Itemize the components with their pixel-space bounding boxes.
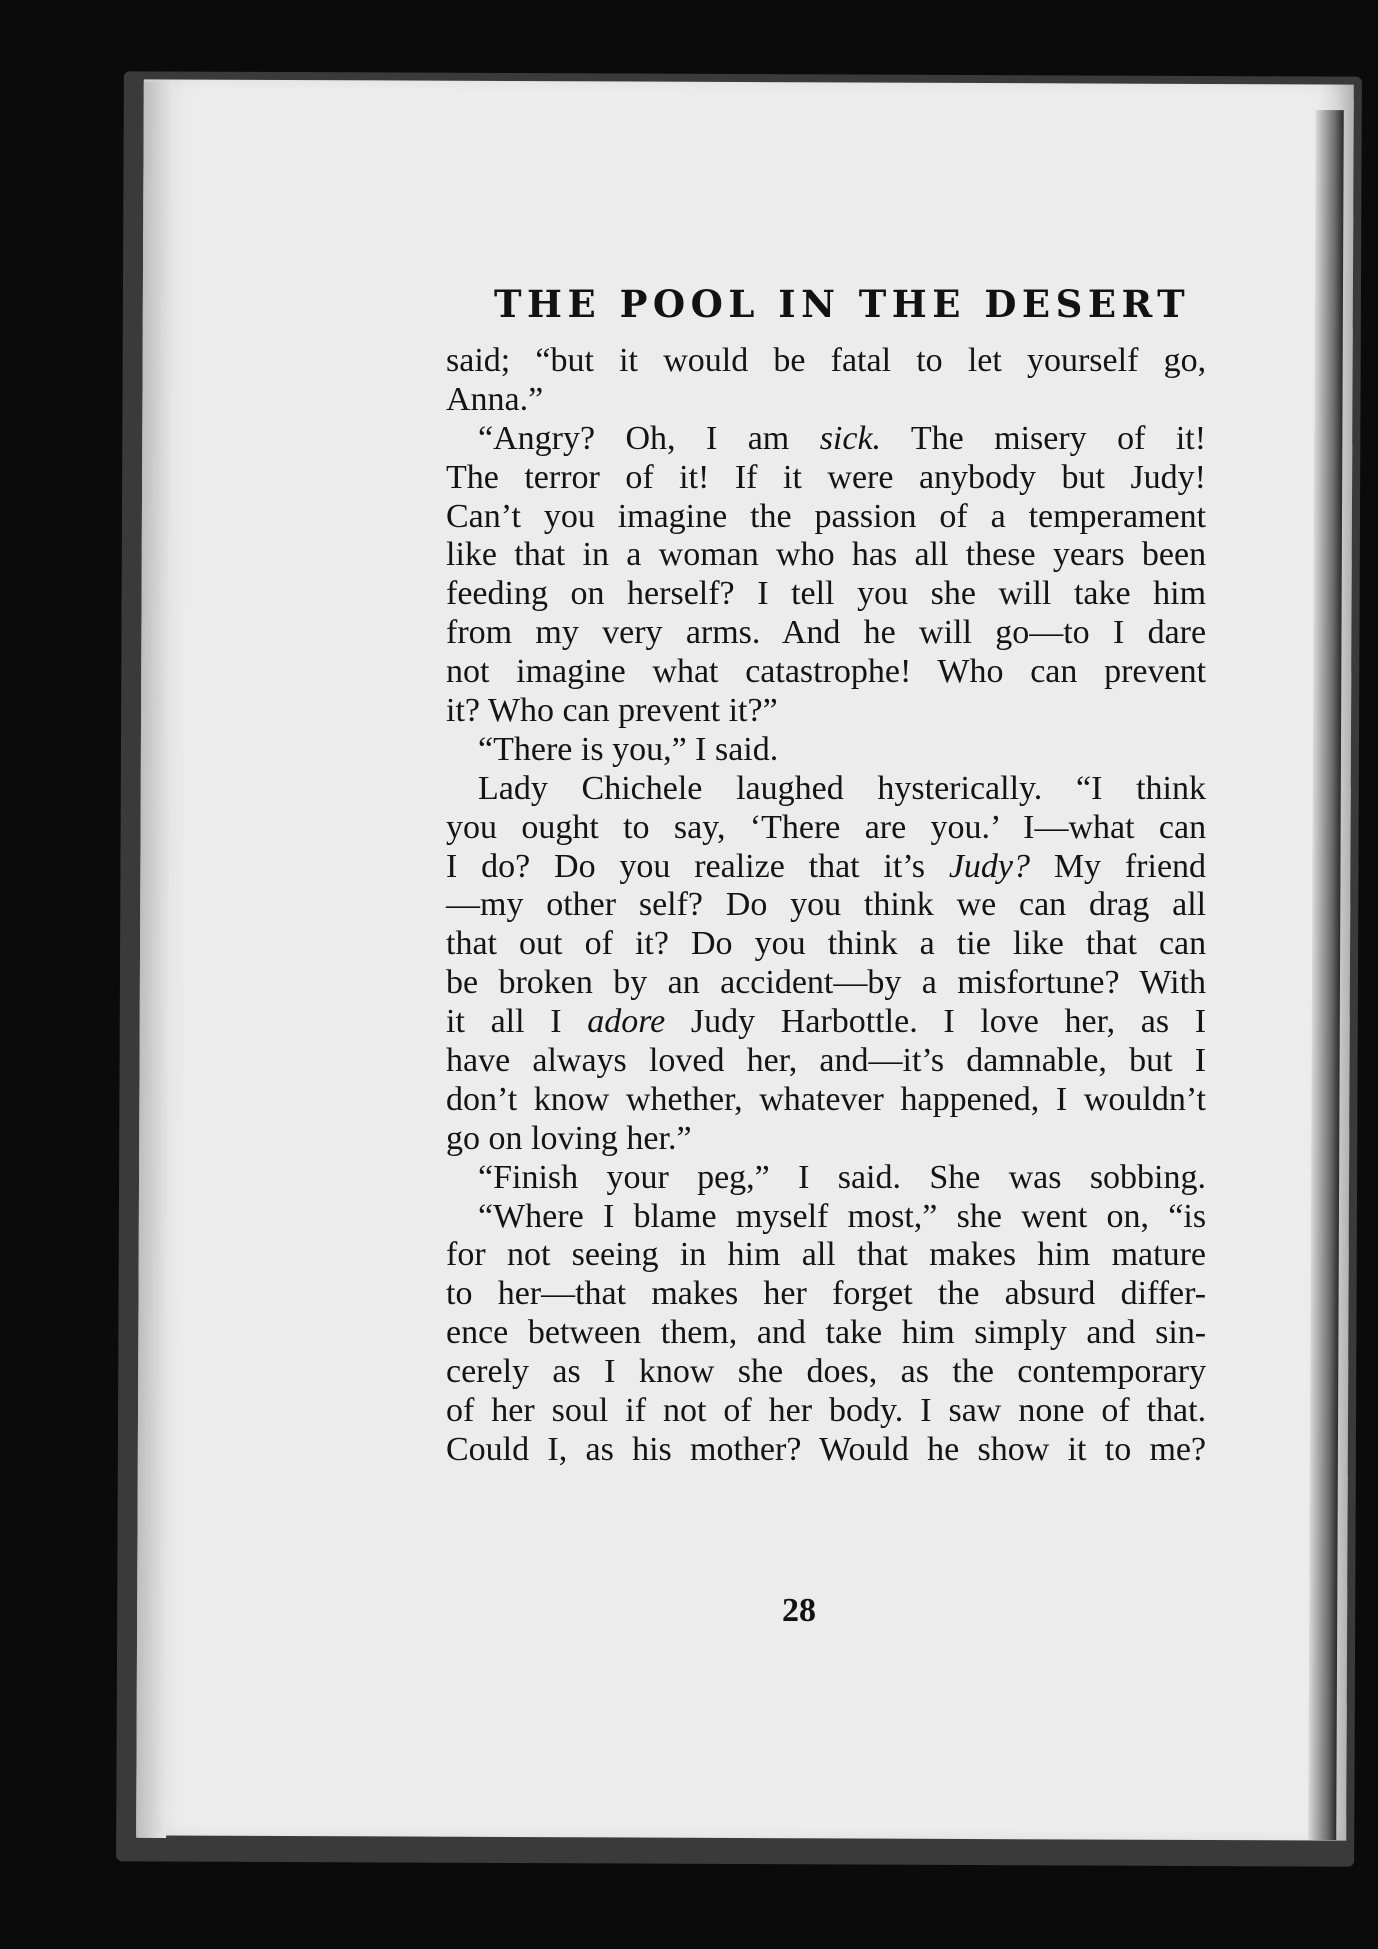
text-line: said; “but it would be fatal to let yourself go, xyxy=(446,342,1207,379)
text-line: —my other self? Do you think we can drag all xyxy=(446,886,1207,924)
text-line: it all I adore Judy Harbottle. I love her, as I xyxy=(446,1003,1207,1041)
text-line: “Finish your peg,” I said. She was sobbing. xyxy=(478,1158,1207,1196)
text-line: I do? Do you realize that it’s Judy? My friend xyxy=(446,847,1207,885)
text-line: go on loving her.” xyxy=(446,1119,692,1157)
text-line: Lady Chichele laughed hysterically. “I think xyxy=(478,769,1207,807)
text-line: that out of it? Do you think a tie like that can xyxy=(446,925,1207,963)
text-line: Could I, as his mother? Would he show it to me? xyxy=(446,1430,1207,1468)
text-line: you ought to say, ‘There are you.’ I—what can xyxy=(446,808,1207,846)
text-line: be broken by an accident—by a misfortune? With xyxy=(446,964,1207,1002)
text-line: feeding on herself? I tell you she will take him xyxy=(446,575,1207,613)
text-line: don’t know whether, whatever happened, I wouldn’t xyxy=(446,1080,1206,1118)
text-line: “Angry? Oh, I am sick. The misery of it! xyxy=(478,419,1207,457)
text-line: “Where I blame myself most,” she went on, “is xyxy=(478,1197,1207,1235)
text-line: it? Who can prevent it?” xyxy=(446,692,778,730)
page-number: 28 xyxy=(782,1592,816,1629)
body-text xyxy=(446,342,1206,1470)
text-line: ence between them, and take him simply and sin- xyxy=(446,1314,1207,1352)
text-line: have always loved her, and—it’s damnable, but I xyxy=(446,1042,1207,1080)
text-line: Anna.” xyxy=(446,380,544,418)
text-line: Can’t you imagine the passion of a temperament xyxy=(446,497,1207,535)
text-line: not imagine what catastrophe! Who can prevent xyxy=(446,653,1207,691)
text-line: cerely as I know she does, as the contemporary xyxy=(446,1353,1207,1391)
text-line: from my very arms. And he will go—to I dare xyxy=(446,614,1207,652)
text-line: of her soul if not of her body. I saw none of that. xyxy=(446,1392,1207,1430)
text-line: to her—that makes her forget the absurd differ- xyxy=(446,1275,1207,1313)
running-head: THE POOL IN THE DESERT xyxy=(494,282,1191,326)
text-line: like that in a woman who has all these years been xyxy=(446,536,1207,574)
text-line: The terror of it! If it were anybody but Judy! xyxy=(446,458,1207,496)
text-line: “There is you,” I said. xyxy=(478,730,779,768)
text-line: for not seeing in him all that makes him mature xyxy=(446,1236,1206,1274)
